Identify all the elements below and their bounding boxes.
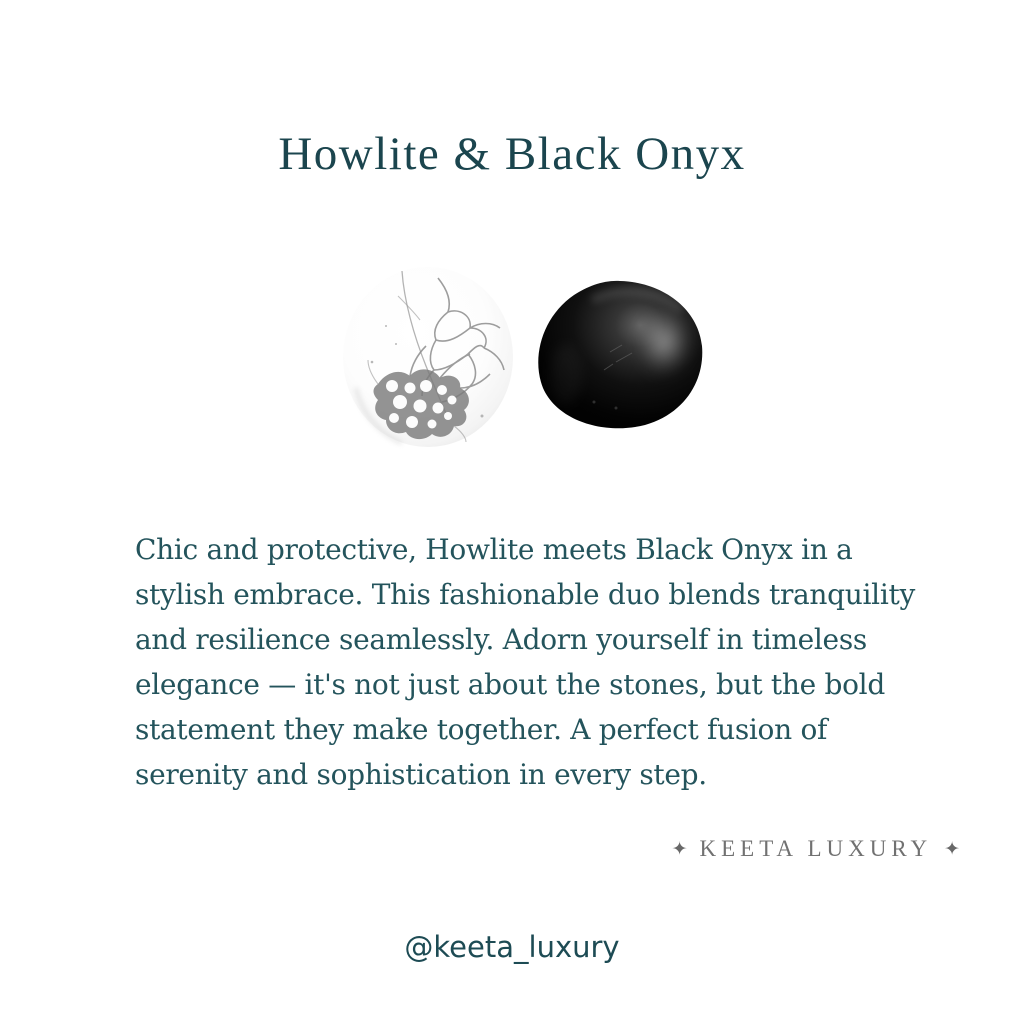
howlite-stone-image [342, 266, 514, 449]
sparkle-icon: ✦ [671, 838, 688, 860]
description-line: and resilience seamlessly. Adorn yourself in timeless [135, 623, 867, 656]
description-line: serenity and sophistication in every step. [135, 758, 707, 791]
page-title: Howlite & Black Onyx [278, 128, 746, 180]
sparkle-icon: ✦ [944, 838, 960, 860]
description-line: Chic and protective, Howlite meets Black Onyx in a [135, 533, 853, 566]
brand-name: KEETA LUXURY [699, 836, 933, 861]
howlite-stone-graphic [342, 266, 514, 449]
description-line: stylish embrace. This fashionable duo blends tranquility [135, 578, 915, 611]
brand-signature [672, 836, 960, 862]
description-text [135, 527, 935, 797]
black-onyx-stone-image [532, 278, 706, 431]
description-line: statement they make together. A perfect fusion of [135, 713, 828, 746]
instagram-handle: @keeta_luxury [404, 930, 620, 964]
description-line: elegance — it's not just about the stones, but the bold [135, 668, 885, 701]
black-onyx-stone-graphic [532, 278, 706, 431]
